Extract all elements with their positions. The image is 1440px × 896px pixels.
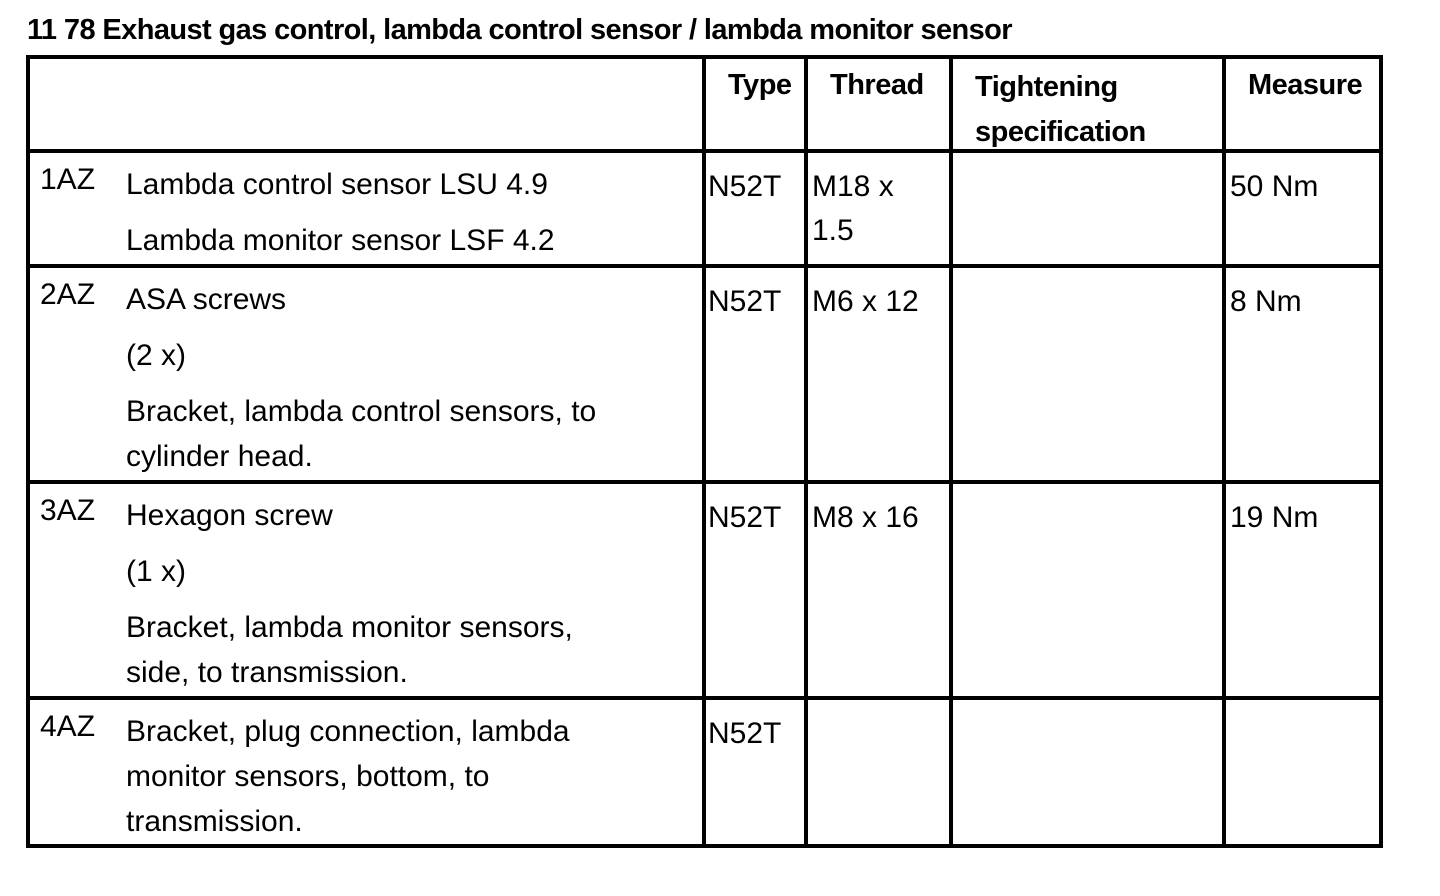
row-thread: M18 x 1.5	[806, 151, 951, 266]
header-type: Type	[704, 57, 806, 151]
row-code: 2AZ	[40, 278, 96, 311]
row-type: N52T	[704, 698, 806, 846]
table-row	[28, 698, 1381, 846]
header-tightening: Tightening specification	[951, 57, 1224, 151]
torque-spec-table	[26, 55, 1383, 848]
row-tightening	[951, 698, 1224, 846]
row-thread: M6 x 12	[806, 266, 951, 482]
row-code: 4AZ	[40, 710, 96, 743]
header-description	[28, 57, 704, 151]
table-row	[28, 266, 1381, 482]
row-thread	[806, 698, 951, 846]
table-row	[28, 151, 1381, 266]
row-code: 1AZ	[40, 163, 96, 196]
row-measure	[1224, 698, 1381, 846]
header-thread: Thread	[806, 57, 951, 151]
row-code: 3AZ	[40, 494, 96, 527]
table-row	[28, 482, 1381, 698]
row-measure: 8 Nm	[1224, 266, 1381, 482]
page-title: 11 78 Exhaust gas control, lambda control sensor / lambda monitor sensor	[27, 14, 1012, 46]
row-measure: 19 Nm	[1224, 482, 1381, 698]
row-type: N52T	[704, 151, 806, 266]
row-description-cell: 2AZ ASA screws (2 x) Bracket, lambda control sensors, to cylinder head.	[28, 266, 704, 482]
row-tightening	[951, 151, 1224, 266]
row-description-cell: 4AZ Bracket, plug connection, lambda monitor sensors, bottom, to transmission.	[28, 698, 704, 846]
row-tightening	[951, 482, 1224, 698]
row-tightening	[951, 266, 1224, 482]
row-type: N52T	[704, 482, 806, 698]
row-type: N52T	[704, 266, 806, 482]
row-measure: 50 Nm	[1224, 151, 1381, 266]
row-description-cell: 3AZ Hexagon screw (1 x) Bracket, lambda monitor sensors, side, to transmission.	[28, 482, 704, 698]
table-header-row	[28, 57, 1381, 151]
row-description-cell: 1AZ Lambda control sensor LSU 4.9 Lambda monitor sensor LSF 4.2	[28, 151, 704, 266]
row-thread: M8 x 16	[806, 482, 951, 698]
header-measure: Measure	[1224, 57, 1381, 151]
